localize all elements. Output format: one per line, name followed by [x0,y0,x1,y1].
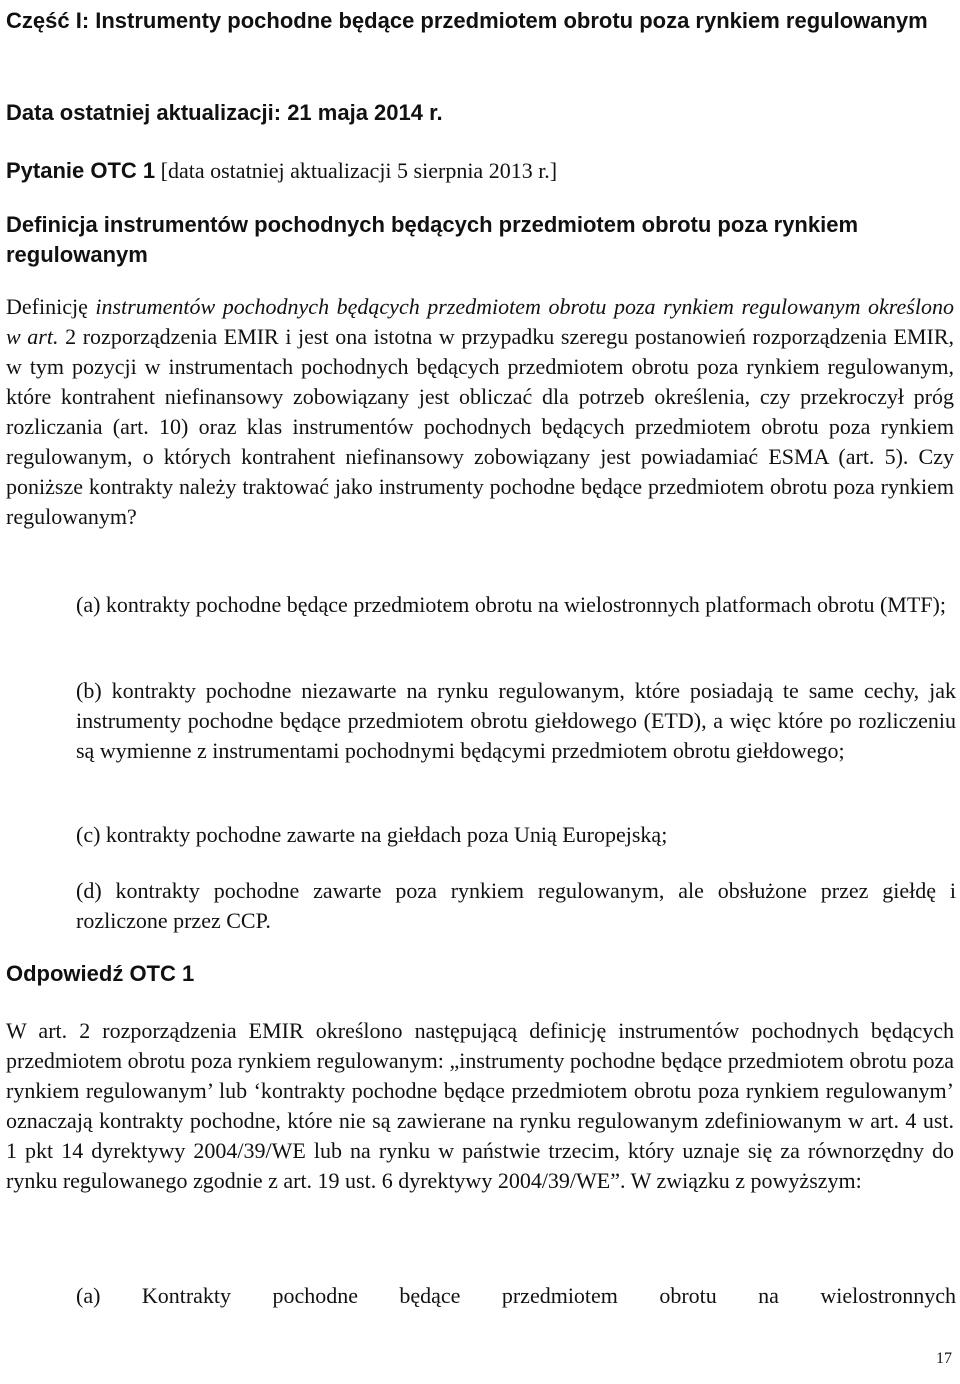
answer-heading: Odpowiedź OTC 1 [6,961,195,986]
question-label: Pytanie OTC 1 [6,158,156,183]
question-body-rest: 2 rozporządzenia EMIR i jest ona istotna w przypadku szeregu postanowień rozporządzenia EMIR, w tym pozycji w instrumentach pochodnych będących przedmiotem obrotu poza rynkiem regulowanym, które kontrahent niefinansowy zobowiązany jest obliczać dla potrzeb określenia, czy przekroczył próg rozliczania (art. 10) oraz klas instrumentów pochodnych będących przedmiotem obrotu poza rynkiem regulowanym, o których kontrahent niefinansowy zobowiązany jest powiadamiać ESMA (art. 5). Czy poniższe kontrakty należy traktować jako instrumenty pochodne będące przedmiotem obrotu poza rynkiem regulowanym? [6,324,954,529]
question-body-start: Definicję [6,294,96,319]
list-item-text: (d) kontrakty pochodne zawarte poza rynkiem regulowanym, ale obsłużone przez giełdę i rozliczone przez CCP. [76,878,956,933]
list-item-b [76,676,956,766]
list-item-text: (a) kontrakty pochodne będące przedmiotem obrotu na wielostronnych platformach obrotu (MTF); [76,592,946,617]
last-update-label: Data ostatniej aktualizacji: 21 maja 2014 r. [6,100,443,125]
question-header [6,156,557,186]
answer-item-a: (a) Kontrakty pochodne będące przedmiotem obrotu na wielostronnych [76,1283,956,1308]
page-number: 17 [936,1350,952,1367]
answer-body: W art. 2 rozporządzenia EMIR określono następującą definicję instrumentów pochodnych będących przedmiotem obrotu poza rynkiem regulowanym: „instrumenty pochodne będące przedmiotem obrotu poza rynkiem regulowanym’ lub ‘kontrakty pochodne będące przedmiotem obrotu poza rynkiem regulowanym’ oznaczają kontrakty pochodne, które nie są zawierane na rynku regulowanym zdefiniowanym w art. 4 ust. 1 pkt 14 dyrektywy 2004/39/WE lub na rynku w państwie trzecim, który uznaje się za równorzędny do rynku regulowanego zgodnie z art. 19 ust. 6 dyrektywy 2004/39/WE”. W związku z powyższym: [6,1018,954,1193]
list-item-text: (c) kontrakty pochodne zawarte na giełdach poza Unią Europejską; [76,822,668,847]
question-title: Definicja instrumentów pochodnych będących przedmiotem obrotu poza rynkiem regulowanym [6,212,859,267]
question-body-italic: instrumentów pochodnych będących przedmiotem obrotu poza rynkiem regulowanym określono w art. [6,294,954,349]
question-update-note: [data ostatniej aktualizacji 5 sierpnia 2013 r.] [155,158,558,183]
list-item-a [76,590,956,620]
list-item-c [76,820,956,850]
list-item-text: (b) kontrakty pochodne niezawarte na rynku regulowanym, które posiadają te same cechy, jak instrumenty pochodne będące przedmiotem obrotu giełdowego (ETD), a więc które po rozliczeniu są wymienne z instrumentami pochodnymi będącymi przedmiotem obrotu giełdowego; [76,678,956,763]
question-body [6,292,954,532]
part-title: Część I: Instrumenty pochodne będące przedmiotem obrotu poza rynkiem regulowanym [6,8,928,33]
list-item-d [76,876,956,936]
